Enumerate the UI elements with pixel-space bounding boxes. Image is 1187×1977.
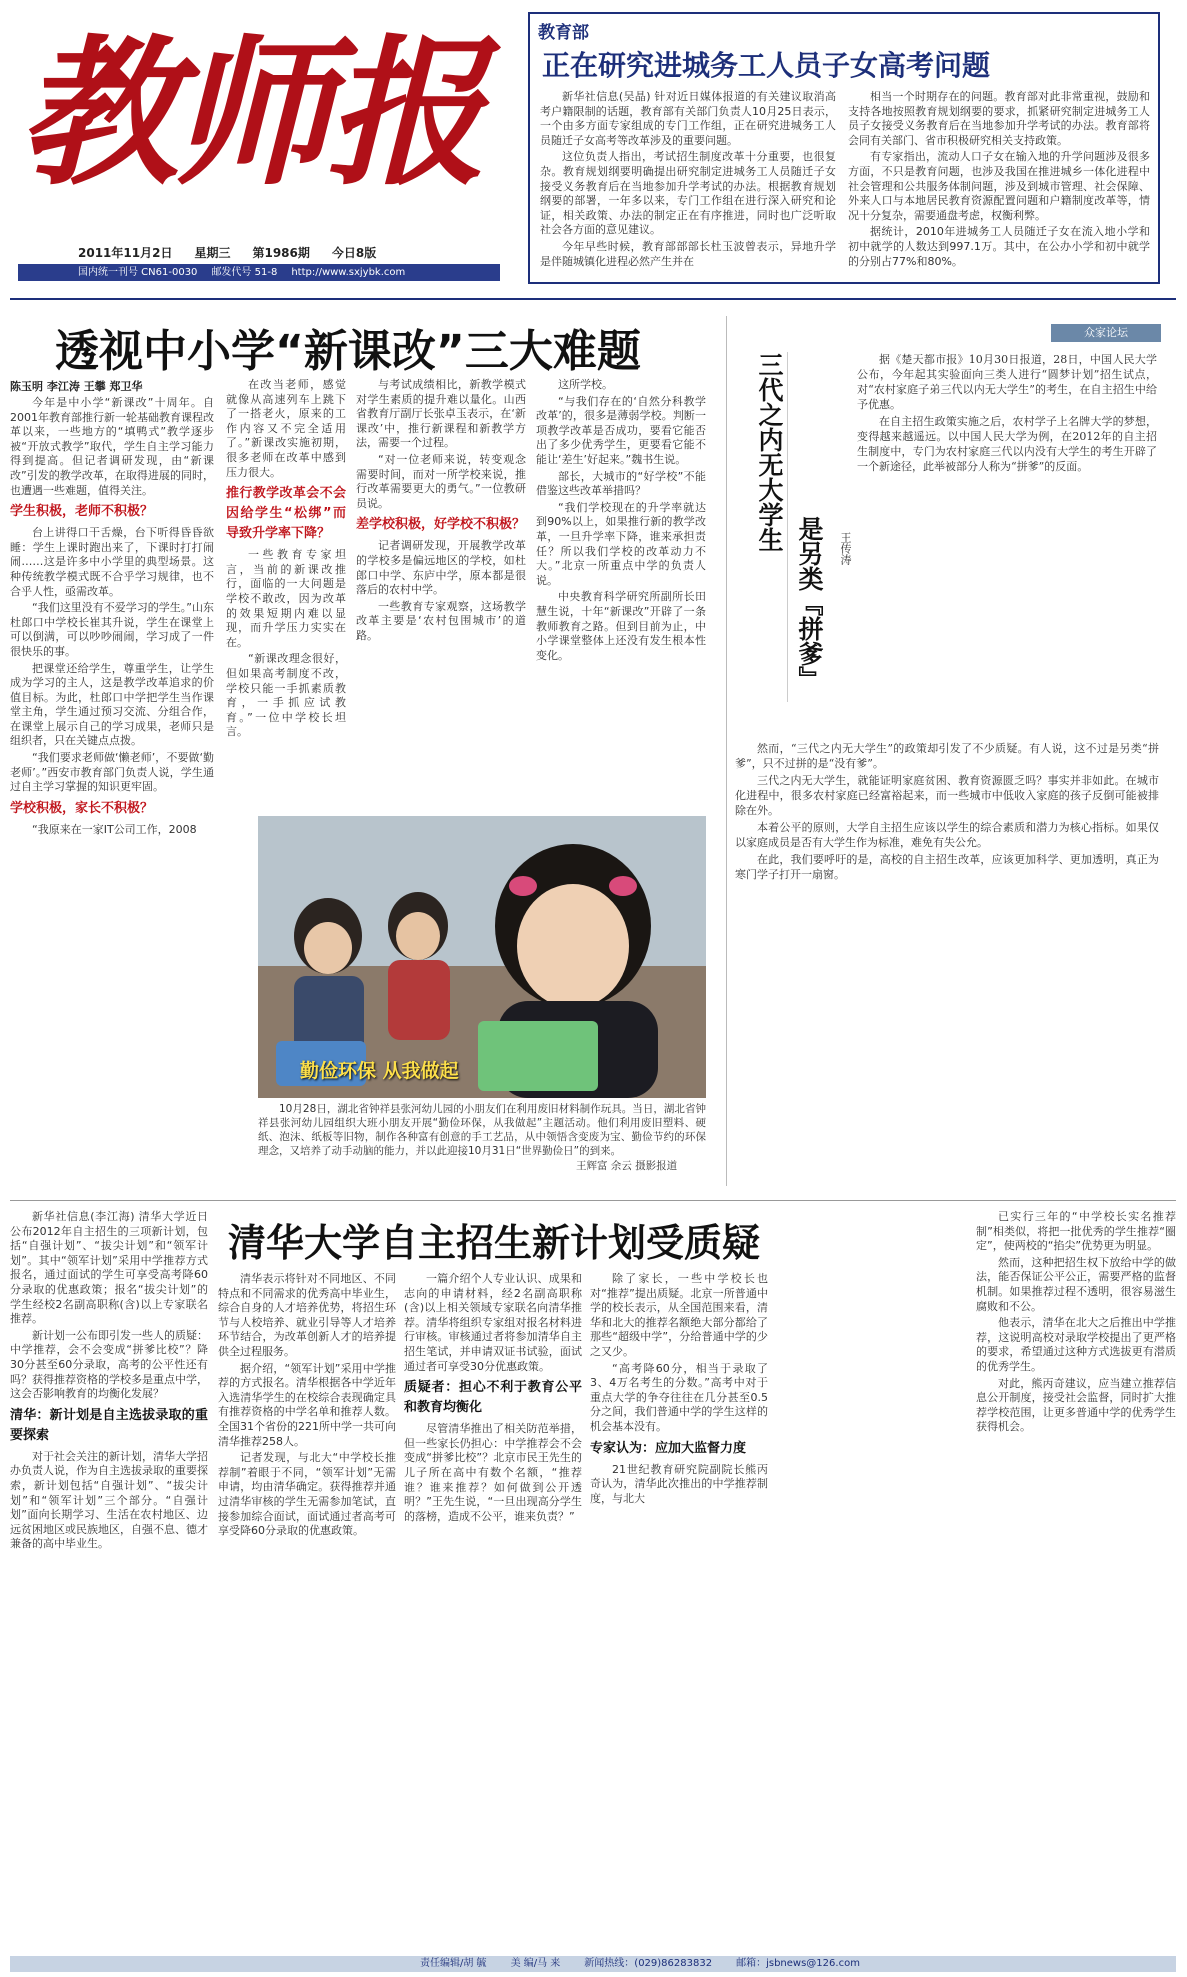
divider-bottom (10, 1200, 1176, 1201)
footer-bar (10, 1956, 1176, 1972)
info-bar (18, 264, 500, 281)
bottom-subhead-2: 质疑者：担心不利于教育公平和教育均衡化 (404, 1380, 582, 1416)
photo-credit: 王辉富 余云 摄影报道 (572, 1158, 677, 1173)
issue-pages: 今日8版 (331, 246, 377, 260)
sidebar-author: 王传涛 (839, 532, 852, 565)
top-story-col1: 新华社信息(吴晶) 针对近日媒体报道的有关建议取消高考户籍限制的话题，教育部有关部门负责人10月25日表示，一个由多方面专家组成的专门工作组，正在研究进城务工人员随迁子女高考等改革涉及的重要问题。 这位负责人指出，考试招生制度改革十分重要，也很复杂。教育规划纲要明确提出研究制定进城务工人员随迁子女接受义务教育后在当地参加升学考试的办法。根据教育规划纲要的部署，一年多以来，专门工作组在进行深入研究和论证，相关政策、办法的制定正在有序推进，同时也广泛听取社会各方面的意见建议。 今年早些时候，教育部部部长杜玉波曾表示，异地升学是伴随城镇化进程必然产生并在 (540, 90, 836, 268)
bottom-subhead-1: 清华：新计划是自主选拔录取的重要探索 (10, 1407, 208, 1443)
cn-number: 国内统一刊号 CN61-0030 (78, 267, 198, 278)
sidebar-tab: 众家论坛 (1051, 324, 1161, 342)
bottom-subhead-3: 专家认为：应加大监督力度 (590, 1440, 747, 1456)
main-story-col3: 与考试成绩相比，新教学模式对学生素质的提升难以量化。山西省教育厅副厅长张卓玉表示，在‘新课改’中，推行新课程和新教学方法，需要一个过程。 “对一位老师来说，转变观念需要时间，而对一所学校来说，推行改革需要更大的勇气。”一位教研员说。 差学校积极，好学校不积极？ 记者调研发现，开展教学改革的学校多是偏远地区的学校，如杜郎口中学、东庐中学，原本都是很落后的农村中学。 一些教育专家观察，这场教学改革主要是‘农村包围城市’的道路。 (356, 378, 526, 642)
sidebar-headline-b: 是另类『拼爹』 (795, 516, 824, 691)
top-story-headline: 正在研究进城务工人员子女高考问题 (542, 49, 991, 82)
bottom-story-col2: 清华表示将针对不同地区、不同特点和不同需求的优秀高中毕业生，综合自身的人才培养优势，将招生环节与人校培养、就业引导等人才培养环节结合，为改革创新人才的培养提供全过程服务。 据介绍，“领军计划”采用中学推荐的方式报名。清华根据各中学近年入选清华学生的在校综合表现确定具有推荐资格的中学名单和推荐人数。全国31个省份的221所中学一共可向清华推荐258人。 记者发现，与北大“中学校长推荐制”着眼于不同，“领军计划”无需申请，均由清华确定。获得推荐并通过清华审核的学生无需参加笔试，直接参加综合面试，面试通过者高考可享受降60分录取的优惠政策。 (218, 1272, 396, 1538)
subhead-3: 差学校积极，好学校不积极？ (356, 517, 526, 533)
website-url: http://www.sxjybk.com (291, 267, 406, 278)
footer-hotline: 新闻热线：(029)86283832 (584, 1958, 713, 1969)
news-photo (258, 816, 706, 1098)
sidebar-body-top: 据《楚天都市报》10月30日报道，28日，中国人民大学公布，今年起其实验面向三类人进行“圆梦计划”招生试点，对“农村家庭子弟三代以内无大学生”的考生，在自主招生中给予优惠。 在自主招生政策实施之后，农村学子上名牌大学的梦想，变得越来越遥远。以中国人民大学为例，在2012年的自主招生制度中，专门为农村家庭三代以内没有大学生的考生开辟了一个新途径，此举被部分人称为“拼爹”的反面。 (857, 353, 1157, 473)
subhead-2: 推行教学改革会不会因给学生“松绑”而导致升学率下降？ (226, 486, 346, 542)
main-story-col2: 在改当老师，感觉就像从高速列车上跳下了一搭老火，原来的工作内容又不完全适用了。”新课改实施初期，很多老师在改革中感到压力很大。 推行教学改革会不会因给学生“松绑”而导致升学率下降？ 一些教育专家坦言，当前的新课改推行，面临的一大问题是学校不敢改，因为改革的效果短期内难以显现，而升学压力实实在在。 “新课改理念很好，但如果高考制度不改，学校只能一手抓素质教育，一手抓应试教育。”一位中学校长坦言。 (226, 378, 346, 739)
main-story-col1: 今年是中小学“新课改”十周年。自2001年教育部推行新一轮基础教育课程改革以来，一些地方的“填鸭式”教学逐步被“开放式教学”取代，学生自主学习能力得到提高。但记者调研发现，由“新课改”引发的教学改革，在取得进展的同时，也遭遇一些难题，值得关注。 学生积极，老师不积极？ 台上讲得口干舌燥，台下听得昏昏欲睡：学生上课时跑出来了，下课时打打闹闹……这是许多中小学里的典型场景。这种传统教学模式既不合乎学习规律，也不合乎人性，亟需改革。 “我们这里没有不爱学习的学生。”山东杜郎口中学校长崔其升说，学生在课堂上可以倒满，可以吵吵闹闹，学习成了一件很快乐的事。 把课堂还给学生，尊重学生，让学生成为学习的主人，这是教学改革追求的价值目标。为此，杜郎口中学把学生当作课堂主角，学生通过预习交流、分组合作，在课堂上展示自己的学习成果，老师只是组织者，只在关键点点拨。 “我们要求老师做‘懒老师’，不要做‘勤老师’。”西安市教育部门负责人说，学生通过自主学习掌握的知识更牢固。 学校积极，家长不积极？ “我原来在一家IT公司工作，2008 (10, 396, 214, 836)
date-bar (78, 244, 498, 262)
top-story-box (528, 12, 1160, 284)
footer-editor: 责任编辑/胡 毓 (420, 1958, 487, 1969)
bottom-story-headline: 清华大学自主招生新计划受质疑 (228, 1221, 761, 1265)
issue-date: 2011年11月2日 (78, 246, 173, 260)
postal-code: 邮发代号 51-8 (211, 267, 278, 278)
main-story-byline: 陈玉明 李江涛 王攀 郑卫华 (10, 380, 143, 393)
top-story-kicker: 教育部 (538, 23, 589, 43)
photo-overlay-text: 勤俭环保 从我做起 (300, 1060, 459, 1082)
main-story-col4: 这所学校。 “与我们存在的‘自然分科教学改革’的，很多是薄弱学校。判断一项教学改革是否成功，要看它能否出了多少优秀学生，更要看它能不能让‘差生’好起来。”魏书生说。 部长，大城市的“好学校”不能借鉴这些改革举措吗？ “我们学校现在的升学率就达到90%以上，如果推行新的教学改革，一旦升学率下降，谁来承担责任？所以我们学校的改革动力不大。”北京一所重点中学的负责人说。 中央教育科学研究所副所长田慧生说，十年“新课改”开辟了一条教师教育之路。但到目前为止，中小学课堂整体上还没有发生根本性变化。 (536, 378, 706, 662)
newspaper-logo: 教师报 (18, 19, 481, 207)
photo-caption: 10月28日，湖北省钟祥县张河幼儿园的小朋友们在利用废旧材料制作玩具。当日，湖北省钟祥县张河幼儿园组织大班小朋友开展“勤俭环保，从我做起”主题活动。他们利用废旧塑料、硬纸、泡沫、纸板等旧物，制作各种富有创意的手工艺品，从中领悟含变废为宝、勤俭节约的环保理念，又培养了动手动脑的能力，并以此迎接10月31日“世界勤俭日”的到来。 (258, 1103, 706, 1157)
bottom-story-col4: 除了家长，一些中学校长也对“推荐”提出质疑。北京一所普通中学的校长表示，从全国范围来看，清华和北大的推荐名额绝大部分都给了那些“超级中学”，分给普通中学的少之又少。 “高考降60分，相当于录取了3、4万名考生的分数。”高考中对于重点大学的争夺往往在几分甚至0.5分之间，我们普通中学的学生这样的机会基本没有。 专家认为：应加大监督力度 21世纪教育研究院副院长熊丙奇认为，清华此次推出的中学推荐制度，与北大 (590, 1272, 768, 1505)
footer-email: 邮箱：jsbnews@126.com (736, 1958, 860, 1969)
top-story-col2: 相当一个时期存在的问题。教育部对此非常重视，鼓励和支持各地按照教育规划纲要的要求，抓紧研究制定进城务工人员子女接受义务教育后在当地参加升学考试的办法。教育部将会同有关部门、省市积极研究相关支持政策。 有专家指出，流动人口子女在输入地的升学问题涉及很多方面，不只是教育问题，也涉及我国在推进城乡一体化进程中社会管理和公共服务体制问题，涉及到城市管理、社会保障、外来人口与本地居民教育资源配置问题和户籍制度改革等，情况十分复杂，需要通盘考虑，权衡利弊。 据统计，2010年进城务工人员随迁子女在流入地小学和初中就学的人数达到997.1万。其中，在公办小学和初中就学的分别占77%和80%。 (848, 90, 1150, 268)
bottom-story-col3: 一篇介绍个人专业认识、成果和志向的申请材料，经2名副高职称(含)以上相关领域专家联名向清华推荐。清华将组织专家组对报名材料进行审核。审核通过者将参加清华自主招生笔试，并申请双证书试验，面试通过者可享受30分优惠政策。 质疑者：担心不利于教育公平和教育均衡化 尽管清华推出了相关防范举措，但一些家长仍担心：中学推荐会不会变成“拼爹比校”？北京市民王先生的儿子所在高中有数个名额，“推荐谁？谁来推荐？如何做到公开透明？”王先生说，“一旦出现高分学生的落榜，造成不公平，谁来负责？” (404, 1272, 582, 1523)
sidebar-headline (747, 352, 788, 702)
sidebar-column (726, 316, 1167, 1186)
issue-number: 第1986期 (252, 246, 310, 260)
divider-top (10, 298, 1176, 300)
subhead-1: 学生积极，老师不积极？ (10, 504, 154, 520)
footer-designer: 美 编/马 来 (510, 1958, 561, 1969)
sidebar-body-bottom: 然而，“三代之内无大学生”的政策却引发了不少质疑。有人说，这不过是另类“拼爹”，只不过拼的是“没有爹”。 三代之内无大学生，就能证明家庭贫困、教育资源匮乏吗？事实并非如此。在城市化进程中，很多农村家庭已经富裕起来，而一些城市中低收入家庭的孩子反倒可能被排除在外。 本着公平的原则，大学自主招生应该以学生的综合素质和潜力为核心指标。如果仅以家庭成员是否有大学生作为标准，难免有失公允。 在此，我们要呼吁的是，高校的自主招生改革，应该更加科学、更加透明，真正为寒门学子打开一扇窗。 (735, 742, 1159, 881)
main-story-headline: 透视中小学“新课改”三大难题 (55, 326, 641, 377)
issue-weekday: 星期三 (194, 246, 231, 260)
masthead (0, 0, 505, 282)
subhead-4: 学校积极，家长不积极？ (10, 800, 154, 816)
bottom-story-col1: 新华社信息(李江海) 清华大学近日公布2012年自主招生的三项新计划，包括“自强计划”、“拔尖计划”和“领军计划”。其中“领军计划”采用中学推荐方式报名，通过面试的学生可享受高考降60分录取的优惠政策；报名“拔尖计划”的学生经校2名副高职称(含)以上专家联名推荐。 新计划一公布即引发一些人的质疑：中学推荐，会不会变成“拼爹比校”？降30分甚至60分录取，高考的公平性还有吗？获得推荐资格的学校多是重点中学，这会否影响教育的均衡化发展？ 清华：新计划是自主选拔录取的重要探索 对于社会关注的新计划，清华大学招办负责人说，作为自主选拔录取的重要探索，新计划包括“自强计划”、“拔尖计划”和“领军计划”三个部分。“自强计划”面向长期学习、生活在农村地区、边远贫困地区或民族地区，自强不息、德才兼备的高中毕业生。 (10, 1210, 208, 1551)
sidebar-headline-a: 三代之内无大学生 (755, 352, 784, 552)
bottom-story-col5: 已实行三年的“中学校长实名推荐制”相类似，将把一批优秀的学生推荐“圈定”，使两校的“掐尖”优势更为明显。 然而，这种把招生权下放给中学的做法，能否保证公平公正，需要严格的监督机制。如果推荐过程不透明，很容易滋生腐败和不公。 他表示，清华在北大之后推出中学推荐，这说明高校对录取学校提出了更严格的要求，希望通过这种方式选拔更有潜质的优秀学生。 对此，熊丙奇建议，应当建立推荐信息公开制度，接受社会监督，同时扩大推荐学校范围，让更多普通中学的优秀学生获得机会。 (976, 1210, 1176, 1434)
